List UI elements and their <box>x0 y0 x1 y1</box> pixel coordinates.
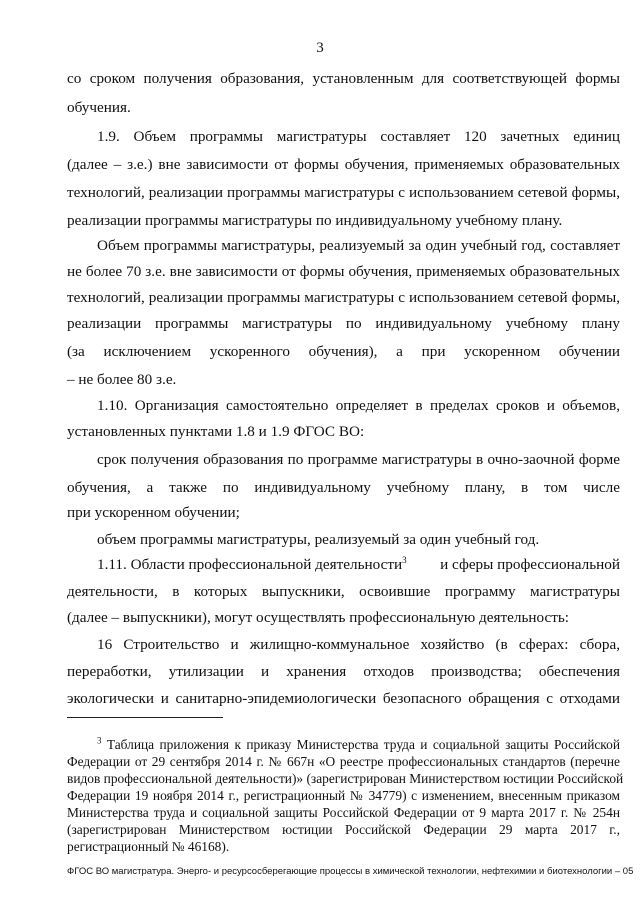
body-line: технологий, реализации программы магистратуры с использованием сетевой формы, <box>67 289 620 306</box>
body-line: (за исключением ускоренного обучения), а при ускоренном обучении <box>67 343 620 360</box>
footnote-divider <box>67 717 223 718</box>
footnote-marker: 3 <box>97 735 102 746</box>
page-footer: ФГОС ВО магистратура. Энерго- и ресурсосберегающие процессы в химической технологии, нефтехимии и биотехнологии – 05 <box>67 866 634 877</box>
page-number: 3 <box>316 40 324 56</box>
body-line: деятельности, в которых выпускники, освоившие программу магистратуры <box>67 583 620 600</box>
body-line: технологий, реализации программы магистратуры с использованием сетевой формы, <box>67 184 620 201</box>
body-line: экологически и санитарно-эпидемиологически безопасного обращения с отходами <box>67 690 620 707</box>
body-line: – не более 80 з.е. <box>67 371 177 388</box>
footnote-line: Федерации 19 ноября 2014 г., регистрационный № 34779) с изменением, внесенным приказом <box>67 788 620 803</box>
body-line: при ускоренном обучении; <box>67 504 240 521</box>
footnote-line: Министерства труда и социальной защиты Российской Федерации от 9 марта 2017 г. № 254н <box>67 805 620 820</box>
body-line: не более 70 з.е. вне зависимости от формы обучения, применяемых образовательных <box>67 263 620 280</box>
footnote-line <box>97 737 620 754</box>
body-line: со сроком получения образования, установленным для соответствующей формы <box>67 70 620 87</box>
body-line: объем программы магистратуры, реализуемый за один учебный год. <box>97 531 540 548</box>
footnote-reference: 3 <box>402 554 407 565</box>
body-line: срок получения образования по программе магистратуры в очно-заочной форме <box>97 451 620 468</box>
paragraph-1-10-start: 1.10. Организация самостоятельно определяет в пределах сроков и объемов, <box>97 397 620 414</box>
footnote-text: Таблица приложения к приказу Министерства труда и социальной защиты Российской <box>106 737 620 752</box>
body-line: (далее – выпускники), могут осуществлять профессиональную деятельность: <box>67 609 570 626</box>
body-line: (далее – з.е.) вне зависимости от формы обучения, применяемых образовательных <box>67 156 620 173</box>
body-line: 16 Строительство и жилищно-коммунальное хозяйство (в сферах: сбора, <box>97 636 620 653</box>
body-line: Объем программы магистратуры, реализуемый за один учебный год, составляет <box>97 237 620 254</box>
body-line: реализации программы магистратуры по индивидуальному учебному плану <box>67 315 620 332</box>
footnote-line: регистрационный № 46168). <box>67 839 230 854</box>
body-line: обучения, а также по индивидуальному учебному плану, в том числе <box>67 479 620 496</box>
footnote-line: Федерации от 29 сентября 2014 г. № 667н «О реестре профессиональных стандартов (перечне <box>67 754 620 769</box>
body-line: обучения. <box>67 99 131 116</box>
body-line: реализации программы магистратуры по индивидуальному учебному плану. <box>67 212 563 229</box>
paragraph-1-11-start <box>97 555 620 575</box>
paragraph-1-9-start: 1.9. Объем программы магистратуры составляет 120 зачетных единиц <box>97 128 620 145</box>
body-text: 1.11. Области профессиональной деятельности <box>97 556 403 573</box>
body-text: и сферы профессиональной <box>440 556 620 573</box>
footnote-line: видов профессиональной деятельности)» (зарегистрирован Министерством юстиции Российской <box>67 771 624 786</box>
body-line: переработки, утилизации и хранения отходов производства; обеспечения <box>67 663 620 680</box>
body-line: установленных пунктами 1.8 и 1.9 ФГОС ВО: <box>67 423 365 440</box>
footnote-line: (зарегистрирован Министерством юстиции Российской Федерации 29 марта 2017 г., <box>67 822 620 837</box>
